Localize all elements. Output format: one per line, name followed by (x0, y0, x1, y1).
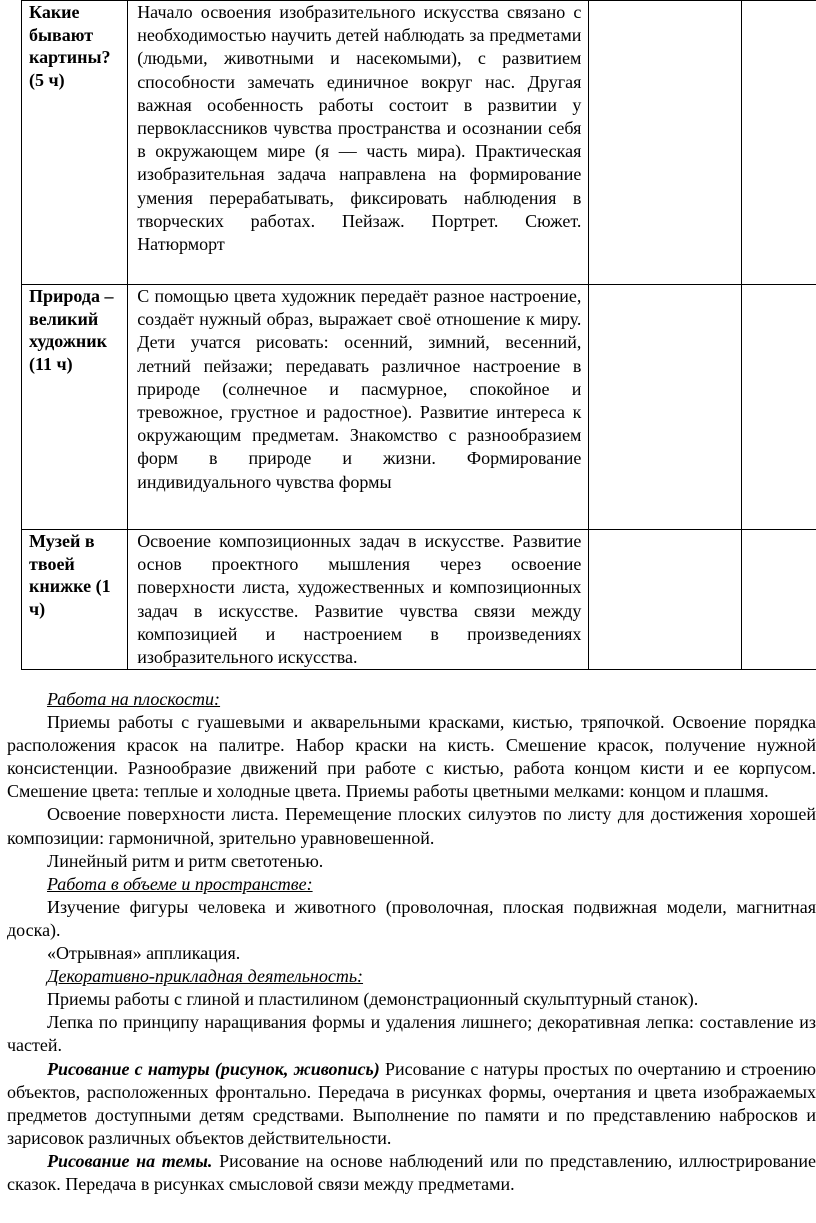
empty-cell (742, 1, 816, 285)
paragraph: Приемы работы с гуашевыми и акварельными красками, кистью, тряпочкой. Освоение порядка расположения красок на палитре. Набор краски на кисть. Смешение красок, получение нужной консистенции. Разнообразие движений при работе с кистью, работа концом кисти и ее корпусом. Смешение цвета: теплые и холодные цвета. Приемы работы цветными мелками: концом и плашмя. (7, 712, 816, 802)
section-heading (7, 688, 816, 711)
paragraph (7, 1058, 816, 1150)
topic-cell: Природа – великий художник (11 ч) (22, 285, 128, 530)
theme-drawing-heading: Рисование на темы. (47, 1150, 213, 1171)
paragraph: Изучение фигуры человека и животного (проволочная, плоская подвижная модели, магнитная доска). (7, 896, 816, 940)
nature-drawing-heading: Рисование с натуры (рисунок, живопись) (47, 1058, 380, 1079)
empty-cell (589, 530, 742, 670)
paragraph: «Отрывная» аппликация. (47, 943, 241, 964)
decorative-heading: Декоративно-прикладная деятельность: (47, 966, 364, 987)
empty-cell (589, 1, 742, 285)
paragraph: Освоение поверхности листа. Перемещение плоских силуэтов по листу для достижения хорошей композиции: гармоничной, зрительно уравновешенной. (7, 804, 816, 848)
description-cell: Начало освоения изобразительного искусства связано с необходимостью научить детей наблюдать за предметами (людьми, животными и насекомыми), с развитием способности замечать единичное вокруг нас. Другая важная особенность работы состоит в развитии у первоклассников чувства пространства и осознании себя в окружающем мире (я — часть мира). Практическая изобразительная задача направлена на формирование умения перерабатывать, фиксировать наблюдения в творческих работах. Пейзаж. Портрет. Сюжет. Натюрморт (128, 1, 589, 285)
empty-cell (742, 530, 816, 670)
curriculum-table (21, 0, 816, 670)
table-row (22, 1, 816, 285)
body-text (7, 688, 816, 1196)
table-row (22, 530, 816, 670)
theme-drawing-text: Рисование на основе наблюдений или по представлению, иллюстрирование сказок. Передача в рисунках смысловой связи между предметами. (7, 1150, 816, 1194)
paragraph: Лепка по принципу наращивания формы и удаления лишнего; декоративная лепка: составление из частей. (7, 1012, 816, 1056)
empty-cell (742, 285, 816, 530)
paragraph: Линейный ритм и ритм светотенью. (47, 850, 324, 871)
table-row (22, 285, 816, 530)
description-cell: С помощью цвета художник передаёт разное настроение, создаёт нужный образ, выражает своё отношение к миру. Дети учатся рисовать: осенний, зимний, весенний, летний пейзажи; передавать различное настроение в природе (солнечное и пасмурное, спокойное и тревожное, грустное и радостное). Развитие интереса к окружающим предметам. Знакомство с разнообразием форм в природе и жизни. Формирование индивидуального чувства формы (128, 285, 589, 530)
topic-cell: Какие бывают картины? (5 ч) (22, 1, 128, 285)
section-heading (7, 873, 816, 896)
empty-cell (589, 285, 742, 530)
section-heading (7, 965, 816, 988)
topic-cell: Музей в твоей книжке (1 ч) (22, 530, 128, 670)
work-plane-heading: Работа на плоскости: (47, 689, 221, 709)
work-volume-heading: Работа в объеме и пространстве: (47, 873, 313, 894)
paragraph (7, 1150, 816, 1196)
paragraph: Приемы работы с глиной и пластилином (демонстрационный скульптурный станок). (47, 989, 699, 1010)
description-cell: Освоение композиционных задач в искусстве. Развитие основ проектного мышления через освоение поверхности листа, художественных и композиционных задач в искусстве. Развитие чувства связи между композицией и настроением в произведениях изобразительного искусства. (128, 530, 589, 670)
nature-drawing-text: Рисование с натуры простых по очертанию и строению объектов, расположенных фронтально. Передача в рисунках формы, очертания и цвета изображаемых предметов доступными детям средствами. Выполнение по памяти и по представлению набросков и зарисовок различных объектов действительности. (7, 1058, 816, 1148)
